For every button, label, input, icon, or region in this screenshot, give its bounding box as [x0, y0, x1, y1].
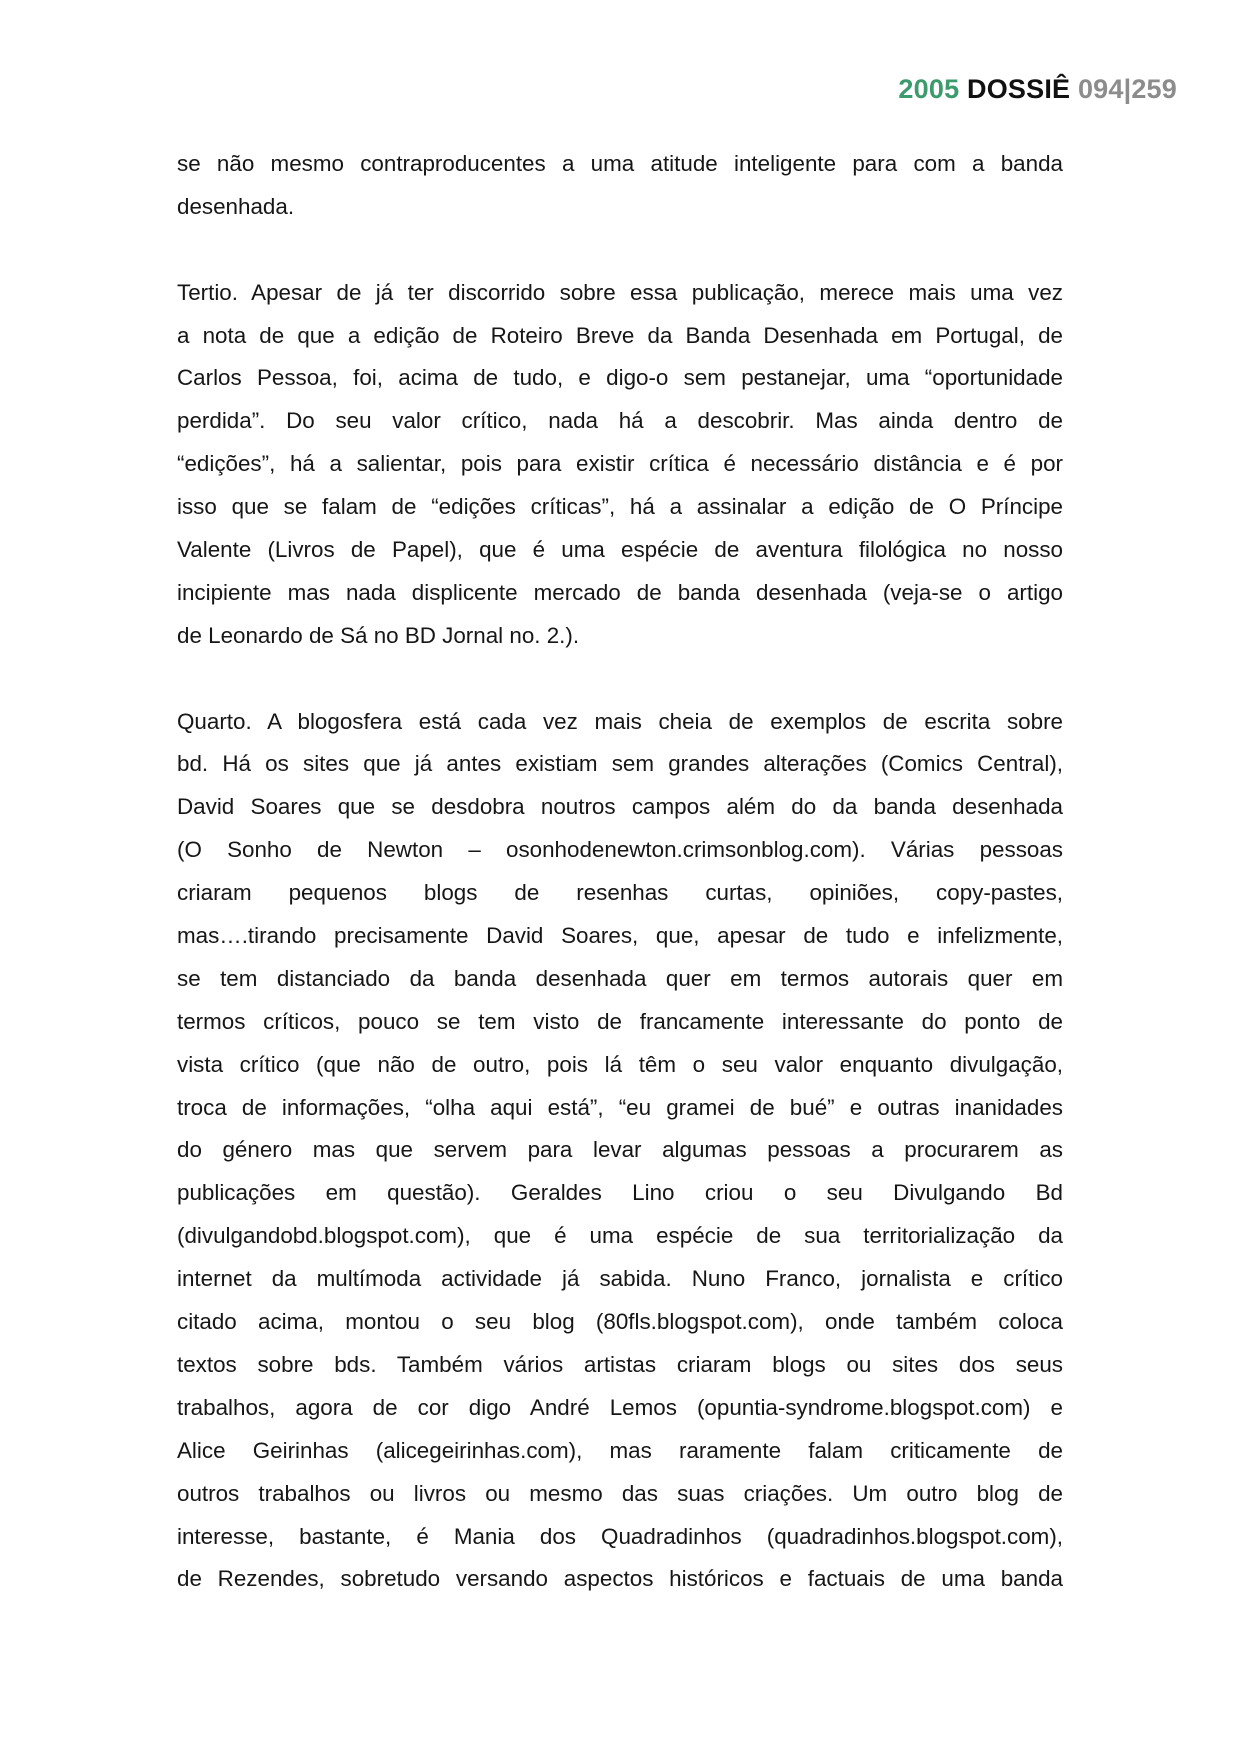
text-line: interesse, bastante, é Mania dos Quadradinhos (quadradinhos.blogspot.com),: [177, 1523, 1063, 1549]
text-line: citado acima, montou o seu blog (80fls.blogspot.com), onde também coloca: [177, 1309, 1063, 1335]
text-line: vista crítico (que não de outro, pois lá têm o seu valor enquanto divulgação,: [177, 1051, 1063, 1077]
text-line: textos sobre bds. Também vários artistas criaram blogs ou sites dos seus: [177, 1351, 1063, 1377]
page-header: [898, 74, 1177, 105]
text-line: David Soares que se desdobra noutros campos além do da banda desenhada: [177, 794, 1063, 820]
text-line: (divulgandobd.blogspot.com), que é uma espécie de sua territorialização da: [177, 1223, 1063, 1249]
text-line: Alice Geirinhas (alicegeirinhas.com), mas raramente falam criticamente de: [177, 1437, 1063, 1463]
text-line: incipiente mas nada displicente mercado de banda desenhada (veja-se o artigo: [177, 579, 1063, 605]
text-line: Carlos Pessoa, foi, acima de tudo, e digo-o sem pestanejar, uma “oportunidade: [177, 365, 1063, 391]
text-line: mas….tirando precisamente David Soares, que, apesar de tudo e infelizmente,: [177, 923, 1063, 949]
paragraph: [177, 701, 1063, 1602]
text-line: Tertio. Apesar de já ter discorrido sobre essa publicação, merece mais uma vez: [177, 279, 1063, 305]
text-line: internet da multímoda actividade já sabida. Nuno Franco, jornalista e crítico: [177, 1266, 1063, 1292]
header-title: DOSSIÊ: [967, 74, 1071, 104]
text-line: “edições”, há a salientar, pois para existir crítica é necessário distância e é por: [177, 451, 1063, 477]
text-line: Valente (Livros de Papel), que é uma espécie de aventura filológica no nosso: [177, 537, 1063, 563]
text-line: Quarto. A blogosfera está cada vez mais cheia de exemplos de escrita sobre: [177, 708, 1063, 734]
text-line: publicações em questão). Geraldes Lino criou o seu Divulgando Bd: [177, 1180, 1063, 1206]
body-text: [177, 143, 1063, 1644]
text-line: desenhada.: [177, 193, 295, 219]
text-line: perdida”. Do seu valor crítico, nada há a descobrir. Mas ainda dentro de: [177, 408, 1063, 434]
text-line: bd. Há os sites que já antes existiam sem grandes alterações (Comics Central),: [177, 751, 1063, 777]
text-line: termos críticos, pouco se tem visto de francamente interessante do ponto de: [177, 1008, 1063, 1034]
text-line: de Leonardo de Sá no BD Jornal no. 2.).: [177, 622, 580, 648]
text-line: troca de informações, “olha aqui está”, “eu gramei de bué” e outras inanidades: [177, 1094, 1063, 1120]
text-line: criaram pequenos blogs de resenhas curtas, opiniões, copy-pastes,: [177, 880, 1063, 906]
text-line: trabalhos, agora de cor digo André Lemos (opuntia-syndrome.blogspot.com) e: [177, 1394, 1063, 1420]
text-line: isso que se falam de “edições críticas”, há a assinalar a edição de O Príncipe: [177, 494, 1063, 520]
text-line: (O Sonho de Newton – osonhodenewton.crimsonblog.com). Várias pessoas: [177, 837, 1063, 863]
text-line: do género mas que servem para levar algumas pessoas a procurarem as: [177, 1137, 1063, 1163]
paragraph: [177, 143, 1063, 229]
text-line: de Rezendes, sobretudo versando aspectos históricos e factuais de uma banda: [177, 1566, 1063, 1592]
paragraph: [177, 272, 1063, 658]
header-year: 2005: [898, 74, 960, 104]
text-line: se não mesmo contraproducentes a uma atitude inteligente para com a banda: [177, 151, 1063, 176]
text-line: outros trabalhos ou livros ou mesmo das suas criações. Um outro blog de: [177, 1480, 1063, 1506]
page-number: 094|259: [1077, 74, 1177, 104]
text-line: se tem distanciado da banda desenhada quer em termos autorais quer em: [177, 965, 1063, 991]
text-line: a nota de que a edição de Roteiro Breve da Banda Desenhada em Portugal, de: [177, 322, 1063, 348]
